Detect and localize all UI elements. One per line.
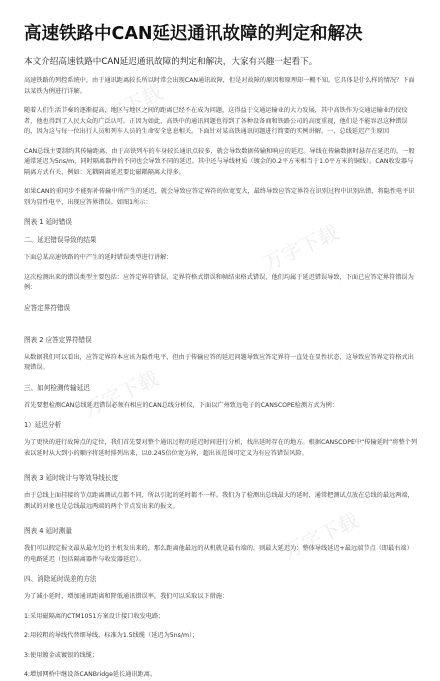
figure-caption: 图表 3 延时统计与等效导线长度 [24, 474, 119, 482]
document-lead: 本文介绍高速铁路中CAN延迟通讯故障的判定和解决，大家有兴趣一起看下。 [24, 57, 318, 67]
figure-caption: 图表 2 应答定界符错误 [24, 335, 92, 344]
list-item: 3:使用镀金或镀银的线缆； [24, 651, 99, 659]
paragraph: 高速铁路的列控系统中，由于通讯距离较长所以时常会出现CAN通讯故障，但是对故障的原因和原理却一概不知。它具体是什么样的情况？下面以某铁为例进行详解。 [24, 77, 415, 95]
document-title: 高速铁路中CAN延迟通讯故障的判定和解决 [24, 24, 363, 44]
section-heading: 三、如何检测传输延迟 [24, 383, 90, 392]
list-item: 2:用较粗的导线代替细导线，标准为1.5线缆（延迟为5ns/m）； [24, 632, 199, 639]
paragraph: CAN总线主要制约其传输距离，由于高铁列车的车身较长通讯点较多，就会导致数据传输和响应的延迟。导线在传输数据时悬存在延迟的，一般通常延迟为5ns/m，同时隔离器件的不同也会导致不同的延迟。其中还与导线材质（镀金的0.2平方米相当于1.0平方米的铜线）。CAN收发器与隔离方式有关，例如：光耦隔离延迟要比磁耦隔离大得多。 [24, 147, 415, 176]
paragraph: 随着人们生活节奏的逐渐提高，地区与地区之间的距离已经不在成为问题，这得益于交通运输业的大力发展，其中高铁作为交通运输业的佼佼者，他也得到了人民大众的广泛认可。正因为如此，高铁中的通讯问题也得到了各种设备商和铁路公司的高度重视，他们是不能容忍这种错误的，因为这与每一位出行人员和列车人员的生命安全息息相关。下面针对某高铁通讯问题进行简要的实例讲解。一、总线延迟产生原因 [24, 107, 408, 135]
list-item: 4:增加网桥中继设备CANBridge延长通讯距离。 [24, 671, 157, 678]
paragraph: 首先要想检测CAN总线延迟错误必须有相应的CAN总线分析仪，下面以广州致远电子的CANSCOPE检测方式为例： [24, 401, 338, 409]
paragraph: 由于总线上面挂接的节点距离测试点都不同，所以引起的延时都不一样。我们为了检测出总线最大的延时，通常把测试点放在总线的最远两端，测试的对象也是总线最远两端的两个节点发出来的报文。 [24, 492, 414, 510]
subheading: 1）延迟分析 [24, 421, 62, 429]
paragraph: 下面总某高速铁路的中产生的延时错误类型进行讲解： [24, 254, 173, 261]
list-item: 1:采用磁隔离的CTM1051方案设计接口收发电路； [24, 612, 165, 620]
section-heading: 四、消除延时误差的方法 [24, 575, 97, 583]
section-heading: 二、延迟错误导致的结果 [24, 236, 97, 244]
paragraph: 为了减小延时，增加通讯距离和降低通讯错误率，我们可以采取以下措施： [24, 593, 229, 600]
paragraph: 为了更快的进行故障点的定位，我们首先要对整个通讯过程的延迟时间进行分析，找出延时存在的地方。根据CANSCOPE中“传输延时”将整个列表以延时从大到小的顺序将延时排列出来，以0.245倍位宽为界，超出该范围可定义为有应答错误风险。 [24, 439, 418, 457]
paragraph: 如果CAN的重同步不能弥补传输中所产生的延迟，就会导致应答定界符的位宽变大，最终导致应答定界符在识别过程中识别出错，将隐性电平识别为显性电平，出现应答界错误。如图1所示： [24, 188, 415, 206]
figure-caption: 图表 4 延时测量 [24, 527, 72, 535]
figure-caption: 图表 1 延时错误 [24, 218, 72, 226]
watermark: 万字下载 [279, 508, 362, 564]
paragraph: 我们可以假定报文最从最左边的主机发出来的，那么距离他最远的从机就是最右端的，则最大延迟为：整体导线延迟+最远端节点（即最右端）的电路延迟（包括隔离器件与收发器延迟）。 [24, 545, 413, 563]
paragraph: 从数据我们可以看出，应答定界符本应该为隐性电平，但由于传输应答的延迟问题导致应答定界符一直处在显性状态，这导致应答界定符格式出现错误。 [24, 353, 414, 371]
subheading: 应答定界符错误 [24, 303, 71, 312]
paragraph: 这次检测出来的错误类型主要包括：应答定界符错误、定界符格式错误和帧结束格式错误，他们均属于延迟错误导致，下面已应答定界符错误为例： [24, 273, 414, 291]
watermark: 万字下载 [83, 80, 166, 136]
watermark: 万字下载 [259, 220, 342, 276]
watermark: 万字下载 [79, 366, 162, 422]
